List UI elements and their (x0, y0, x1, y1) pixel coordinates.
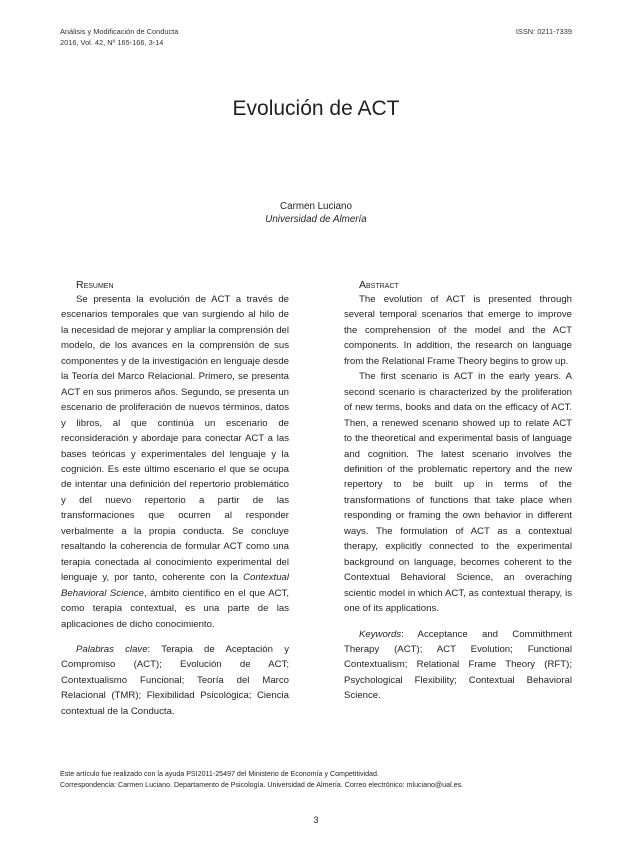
article-title: Evolución de ACT (232, 97, 400, 120)
page-number: 3 (313, 815, 319, 825)
abstract-keywords-text: : Acceptance and Commithment Therapy (ACT); ACT Evolution; Functional Contextualism; Relational Frame Theory (RFT); Psychological Flexibility; Contextual Behavioral Science. (344, 628, 572, 702)
author-affiliation: Universidad de Almería (265, 214, 367, 225)
resumen-text-part2: , ámbito científico en el que ACT, como terapia contextual, es una parte de las aplicaciones de dicho conocimiento. (61, 587, 289, 630)
resumen-italic-term: Contextual Behavioral Science (61, 572, 289, 599)
correspondence-note: Correspondencia: Carmen Luciano. Departamento de Psicología. Universidad de Almería. Correo electrónico: mluciano@ual.es. (60, 781, 464, 789)
abstract-keywords-label: Keywords (359, 628, 402, 640)
journal-name: Análisis y Modificación de Conducta (60, 27, 179, 36)
resumen-keywords-label: Palabras clave (76, 643, 148, 655)
running-header (60, 27, 178, 48)
resumen-column (61, 278, 289, 719)
funding-note: Este artículo fue realizado con la ayuda PSI2011-25497 del Ministerio de Economía y Competitividad. (60, 770, 379, 778)
abstract-paragraph-2: The first scenario is ACT in the early years. A second scenario is characterized by the proliferation of new terms, books and data on the efficacy of ACT. Then, a renewed scenario showed up to relate ACT to the theoretical and experimental basis of language and cognition. The latest scenario involves the definition of the problematic repertory and the new repertory to be built up in terms of the transformations of functions that take place when responding or framing the own behavior in different ways. The formulation of ACT as a contextual therapy, explicitly connected to the experimental background on language, becomes coherent to the Contextual Behavioral Science, an overaching scientic model in which ACT, as contextual therapy, is one of its applications. (344, 371, 572, 615)
resumen-text-part1: Se presenta la evolución de ACT a través de escenarios temporales que van surgiendo al hilo de la necesidad de mejorar y ampliar la comprensión del modelo, de los avances en la comprensión de sus componentes y de la investigación en lenguaje desde la Teoría del Marco Relacional. Primero, se presenta ACT en sus primeros años. Segundo, se presenta un escenario de proliferación de nuevos términos, datos y libros, al que continúa un escenario de reconsideración y abordaje para conectar ACT a las bases teóricas y experimentales del lenguaje y la cognición. Es este último escenario el que se ocupa de intentar una definición del repertorio problemático y del nuevo repertorio a partir de las transformaciones que ocurren al responder verbalmente a la propia conducta. Se concluye resaltando la coherencia de formular ACT como una terapia conectada al conocimiento experimental del lenguaje y, por tanto, coherente con la (61, 294, 289, 584)
author-name: Carmen Luciano (280, 201, 352, 212)
footnotes (60, 769, 463, 791)
abstract-keywords (344, 627, 572, 704)
resumen-keywords (61, 642, 289, 719)
resumen-heading: Resumen (76, 279, 114, 291)
abstract-paragraph-1: The evolution of ACT is presented through several temporal scenarios that emerge to improve the comprehension of the model and the ACT components. In addition, the research on language from the Relational Frame Theory begins to grow up. (344, 294, 572, 367)
journal-citation: 2016, Vol. 42, Nº 165-166, 3-14 (60, 37, 164, 47)
issn: ISSN: 0211-7339 (515, 27, 572, 36)
resumen-keywords-text: : Terapia de Aceptación y Compromiso (ACT); Evolución de ACT; Contextualismo Funcional; Teoría del Marco Relacional (TMR); Flexibilidad Psicológica; Ciencia contextual de la Conducta. (61, 643, 289, 717)
author-block (0, 200, 632, 226)
resumen-paragraph (61, 292, 289, 632)
abstract-heading: Abstract (359, 279, 399, 291)
abstract-column (344, 278, 572, 704)
